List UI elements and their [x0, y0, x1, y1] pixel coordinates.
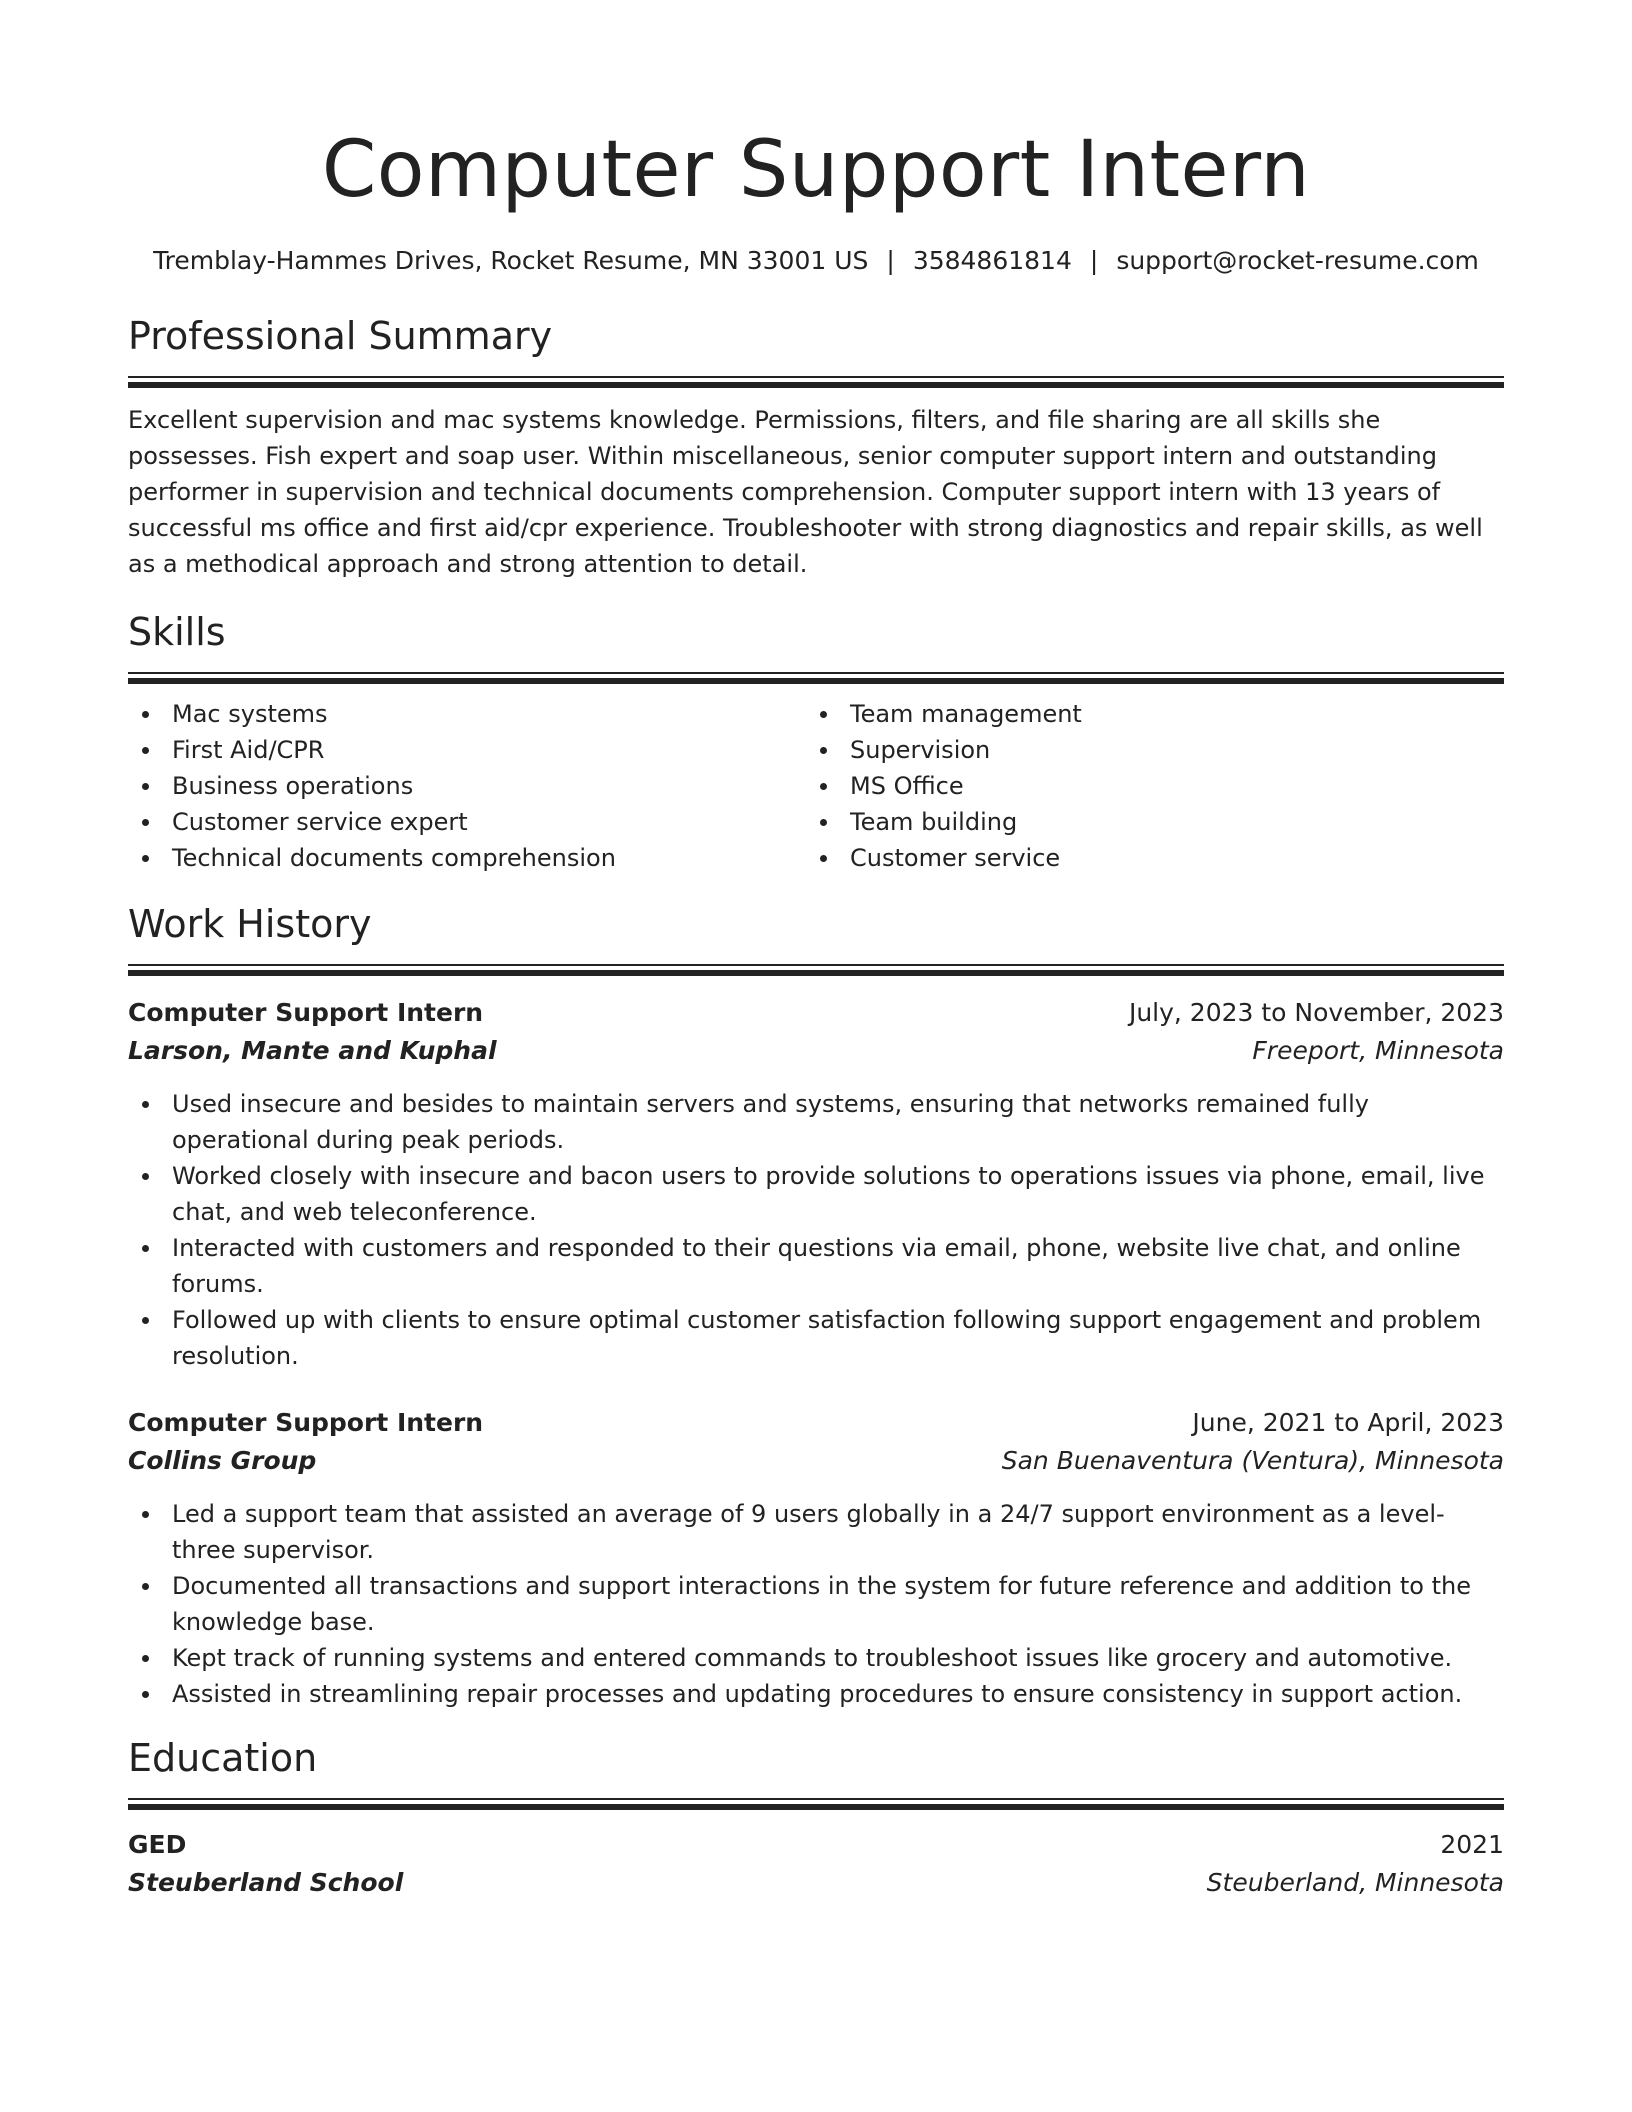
resume-page: [128, 0, 1504, 1902]
skill-item: Business operations: [128, 768, 806, 804]
job-header: [128, 1404, 1504, 1442]
summary-section: [128, 312, 1504, 582]
section-divider: [128, 964, 1504, 976]
skill-item: MS Office: [806, 768, 1484, 804]
job-company: Collins Group: [128, 1446, 317, 1475]
education-year: 2021: [1440, 1830, 1504, 1859]
skill-item: Team management: [806, 696, 1484, 732]
skill-item: Customer service: [806, 840, 1484, 876]
job-bullet: Documented all transactions and support interactions in the system for future reference and addition to the knowledge base.: [128, 1568, 1504, 1640]
education-header: [128, 1826, 1504, 1864]
job-bullet: Assisted in streamlining repair processes and updating procedures to ensure consistency in support action.: [128, 1676, 1504, 1712]
summary-text: Excellent supervision and mac systems knowledge. Permissions, filters, and file sharing are all skills she possesses. Fish expert and soap user. Within miscellaneous, senior computer support intern and outstanding performer in supervision and technical documents comprehension. Computer support intern with 13 years of successful ms office and first aid/cpr experience. Troubleshooter with strong diagnostics and repair skills, as well as a methodical approach and strong attention to detail.: [128, 406, 1483, 578]
job-bullets: [128, 1086, 1504, 1374]
skill-item: Technical documents comprehension: [128, 840, 806, 876]
skills-column-right: [806, 696, 1484, 876]
job-bullet: Interacted with customers and responded to their questions via email, phone, website live chat, and online forums.: [128, 1230, 1504, 1302]
skills-heading: Skills: [128, 610, 226, 654]
education-heading: Education: [128, 1736, 318, 1780]
skill-item: First Aid/CPR: [128, 732, 806, 768]
job-entry: [128, 994, 1504, 1374]
contact-phone: 3584861814: [912, 246, 1072, 275]
education-location: Steuberland, Minnesota: [1206, 1868, 1504, 1897]
job-company: Larson, Mante and Kuphal: [128, 1036, 497, 1065]
skill-item: Team building: [806, 804, 1484, 840]
section-divider: [128, 672, 1504, 684]
skills-columns: [128, 696, 1504, 876]
skill-item: Mac systems: [128, 696, 806, 732]
job-bullets: [128, 1496, 1504, 1712]
job-entry: [128, 1404, 1504, 1712]
contact-address: Tremblay-Hammes Drives, Rocket Resume, MN 33001 US: [153, 246, 869, 275]
job-bullet: Led a support team that assisted an average of 9 users globally in a 24/7 support environment as a level-three supervisor.: [128, 1496, 1504, 1568]
contact-separator: |: [1089, 246, 1099, 275]
job-location: Freeport, Minnesota: [1252, 1036, 1504, 1065]
summary-heading: Professional Summary: [128, 314, 553, 358]
education-entry: [128, 1826, 1504, 1902]
education-subheader: [128, 1864, 1504, 1902]
contact-separator: |: [886, 246, 895, 275]
skill-item: Customer service expert: [128, 804, 806, 840]
section-divider: [128, 376, 1504, 388]
education-degree: GED: [128, 1830, 187, 1859]
skills-section: [128, 608, 1504, 876]
job-title: Computer Support Intern: [128, 1408, 484, 1437]
job-bullet: Used insecure and besides to maintain servers and systems, ensuring that networks remained fully operational during peak periods.: [128, 1086, 1504, 1158]
job-bullet: Worked closely with insecure and bacon users to provide solutions to operations issues via phone, email, live chat, and web teleconference.: [128, 1158, 1504, 1230]
job-header: [128, 994, 1504, 1032]
job-location: San Buenaventura (Ventura), Minnesota: [1001, 1446, 1504, 1475]
contact-line: [128, 244, 1504, 278]
education-school: Steuberland School: [128, 1868, 404, 1897]
job-bullet: Followed up with clients to ensure optimal customer satisfaction following support engagement and problem resolution.: [128, 1302, 1504, 1374]
job-dates: July, 2023 to November, 2023: [1128, 998, 1504, 1027]
skills-column-left: [128, 696, 806, 876]
contact-email: support@rocket-resume.com: [1116, 246, 1479, 275]
resume-name: Computer Support Intern: [321, 125, 1311, 215]
work-heading: Work History: [128, 902, 372, 946]
work-section: [128, 900, 1504, 1712]
job-subheader: [128, 1032, 1504, 1070]
job-title: Computer Support Intern: [128, 998, 484, 1027]
job-subheader: [128, 1442, 1504, 1480]
education-section: [128, 1734, 1504, 1902]
job-bullet: Kept track of running systems and entered commands to troubleshoot issues like grocery and automotive.: [128, 1640, 1504, 1676]
section-divider: [128, 1798, 1504, 1810]
job-dates: June, 2021 to April, 2023: [1192, 1408, 1504, 1437]
skill-item: Supervision: [806, 732, 1484, 768]
